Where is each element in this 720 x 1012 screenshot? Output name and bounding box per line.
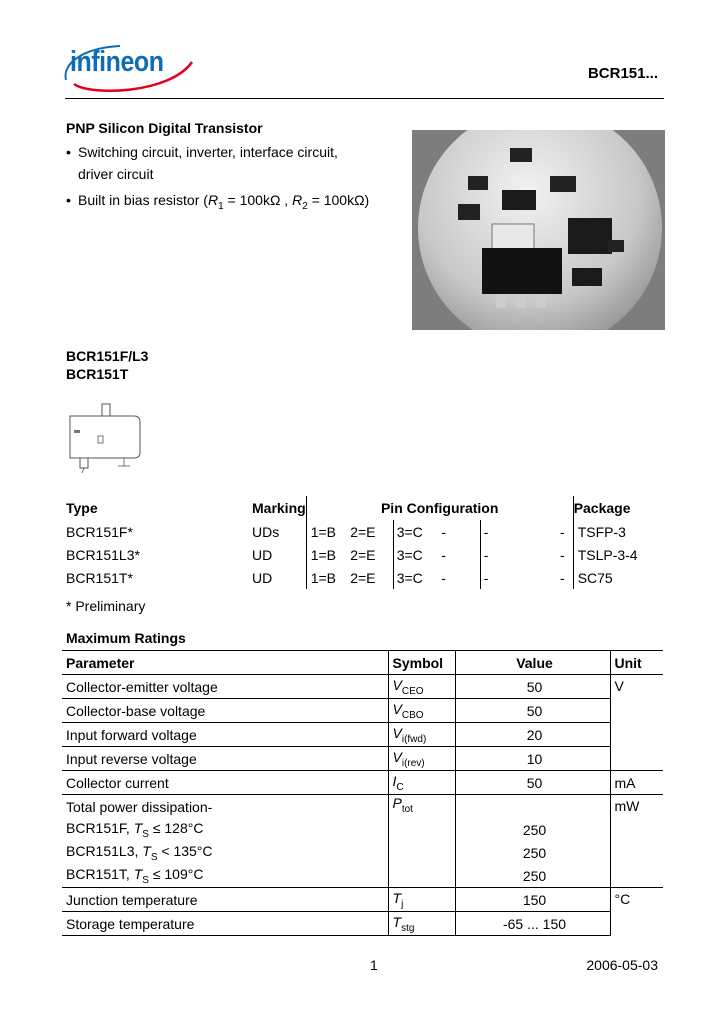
table-row: BCR151F, $T_S \le 128^\circ C$ 250 [62,818,663,841]
bullet-switching: • Switching circuit, inverter, interface circuit, driver circuit [66,141,338,185]
table-row: Junction temperature $T_j$ 150 °C [62,888,663,912]
table-row: BCR151F* UDs 1=B 2=E 3=C - - - TSFP-3 [66,520,666,543]
max-ratings-table [62,650,663,936]
table-row: Collector-base voltage $V_{CBO}$ 50 [62,699,663,723]
variant-line-2: BCR151T [66,366,129,382]
table-row: BCR151L3, $T_S < 135^\circ C$ 250 [62,841,663,864]
type-table [66,496,666,589]
preliminary-note: * Preliminary [66,598,146,614]
document-date: 2006-05-03 [586,957,658,973]
table-row: Total power dissipation- $P_{tot}$ mW [62,795,663,819]
part-number: BCR151... [587,65,658,82]
table-row: Input forward voltage $V_{i(fwd)}$ 20 [62,723,663,747]
table-row: Input reverse voltage $V_{i(rev)}$ 10 [62,747,663,771]
col-type: Type [66,500,98,516]
col-package: Package [573,500,631,516]
col-marking: Marking [252,496,306,520]
package-pinout-diagram [62,398,146,474]
product-title: PNP Silicon Digital Transistor [66,120,263,136]
bullet-continuation: driver circuit [78,166,154,182]
table-row: Collector current $I_C$ 50 mA [62,771,663,795]
col-unit: Unit [610,651,663,675]
logo-text: infineon [70,46,164,78]
col-value: Value [455,651,610,675]
variant-line-1: BCR151F/L3 [66,348,149,364]
col-pin-config: Pin Configuration [306,496,573,520]
type-table-header [66,496,666,520]
header-divider [65,98,664,99]
table-row: BCR151L3* UD 1=B 2=E 3=C - - - TSLP-3-4 [66,543,666,566]
table-row: BCR151T* UD 1=B 2=E 3=C - - - SC75 [66,566,666,589]
bullet-dot: • [66,144,71,160]
bullet-bias-resistor: • Built in bias resistor ($R_1 = 100k\Omega$ , $R_2 = 100k\Omega$) [66,192,370,212]
package-outline-icon [62,398,146,474]
page-number: 1 [370,957,378,973]
infineon-logo [60,40,200,96]
max-ratings-title: Maximum Ratings [66,630,186,646]
table-row: Collector-emitter voltage $V_{CEO}$ 50 V [62,675,663,699]
table-row: Storage temperature $T_{stg}$ -65 ... 150 [62,912,663,936]
col-parameter: Parameter [62,651,388,675]
col-symbol: Symbol [388,651,455,675]
table-row: BCR151T, $T_S \le 109^\circ C$ 250 [62,864,663,888]
max-ratings-header [62,651,663,675]
product-photo [412,130,665,330]
transistor-packages-image [412,130,665,330]
